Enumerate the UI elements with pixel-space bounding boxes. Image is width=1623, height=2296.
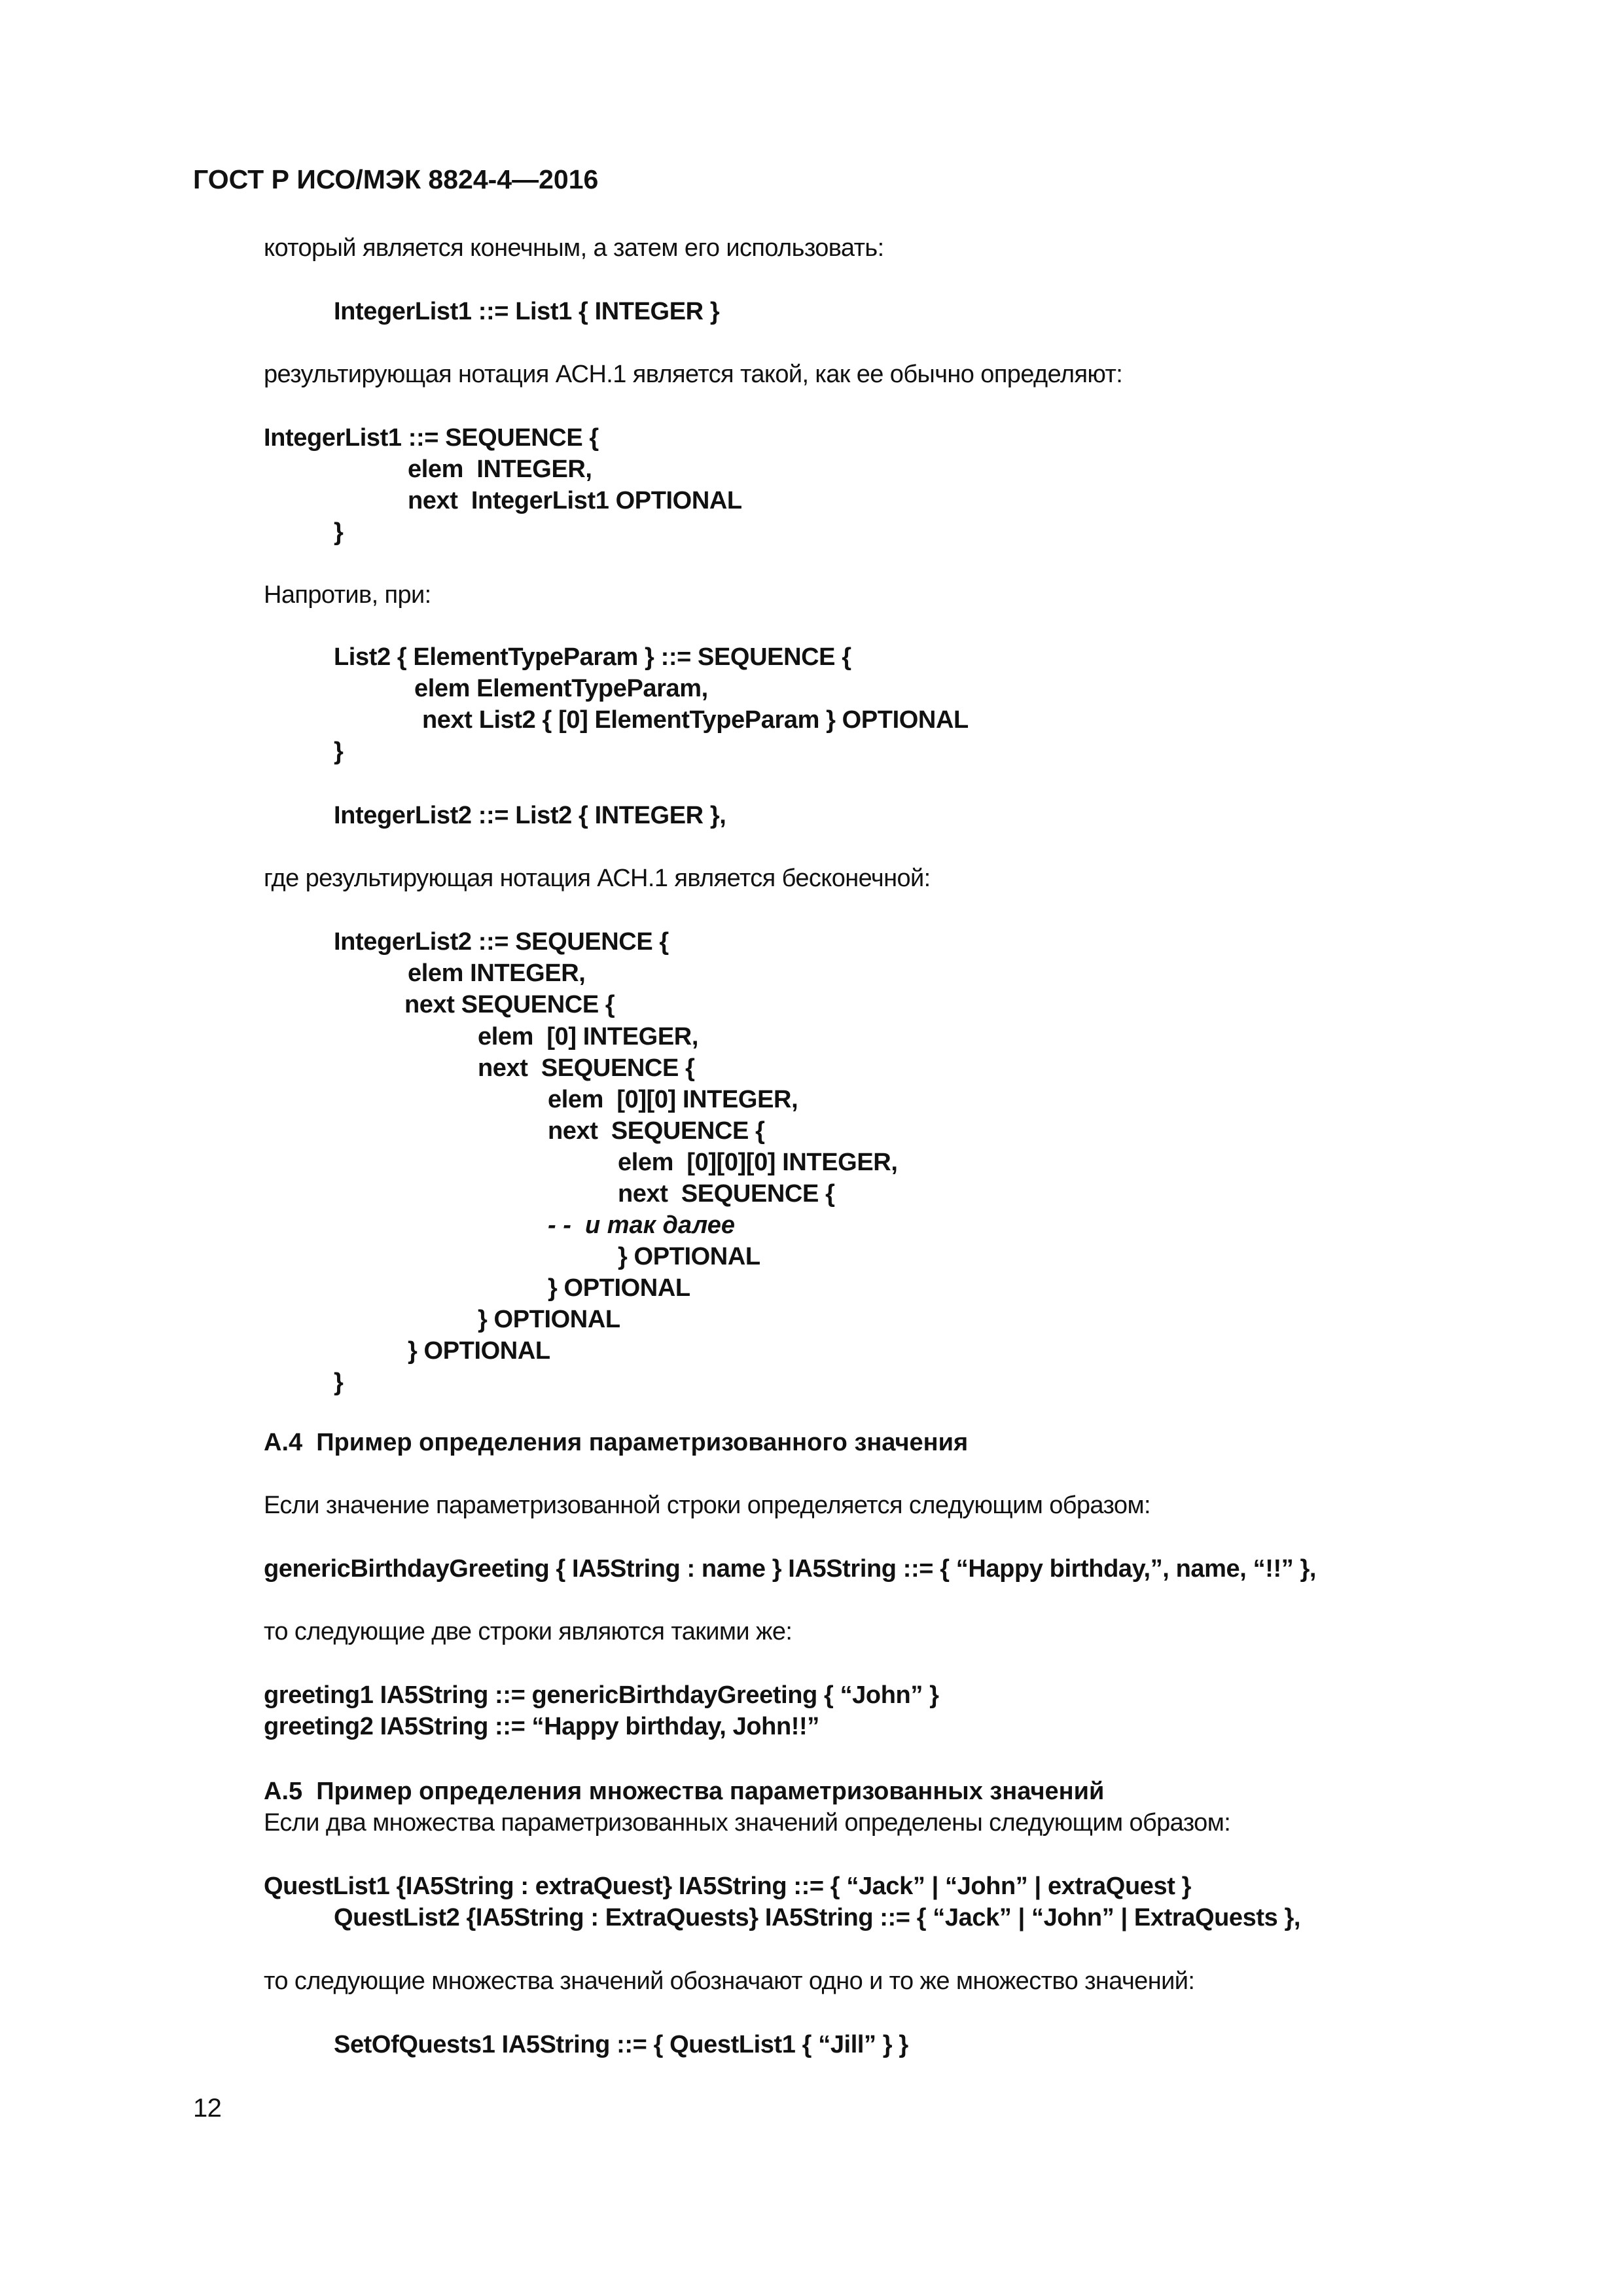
section-heading-a5: А.5 Пример определения множества параметризованных значений (264, 1778, 1105, 1805)
code-line: SetOfQuests1 IA5String ::= { QuestList1 { “Jill” } } (334, 2031, 908, 2058)
code-comment: - - и так далее (548, 1211, 735, 1239)
code-line: next SEQUENCE { (618, 1180, 835, 1208)
code-line: List2 { ElementTypeParam } ::= SEQUENCE { (334, 643, 851, 671)
paragraph-text: то следующие множества значений обозначают одно и то же множество значений: (264, 1967, 1195, 1995)
code-line: next SEQUENCE { (478, 1054, 695, 1082)
code-line: elem [0][0][0] INTEGER, (618, 1149, 898, 1176)
code-line: elem ElementTypeParam, (414, 675, 708, 702)
code-line: next IntegerList1 OPTIONAL (408, 487, 742, 514)
paragraph-text: результирующая нотация АСН.1 является такой, как ее обычно определяют: (264, 361, 1123, 388)
code-line: IntegerList2 ::= SEQUENCE { (334, 928, 669, 956)
code-line: elem [0][0] INTEGER, (548, 1086, 798, 1113)
section-heading-a4: А.4 Пример определения параметризованного значения (264, 1429, 969, 1456)
code-line: greeting1 IA5String ::= genericBirthdayGreeting { “John” } (264, 1681, 939, 1709)
code-line: genericBirthdayGreeting { IA5String : name } IA5String ::= { “Happy birthday,”, name, “!!” }, (264, 1555, 1317, 1583)
code-line: IntegerList2 ::= List2 { INTEGER }, (334, 802, 726, 829)
paragraph-text: то следующие две строки являются такими же: (264, 1618, 793, 1645)
paragraph-text: Напротив, при: (264, 581, 431, 609)
code-line: next SEQUENCE { (404, 991, 615, 1018)
code-line: elem INTEGER, (408, 456, 592, 483)
code-line: } OPTIONAL (548, 1274, 690, 1302)
code-line: } OPTIONAL (618, 1243, 760, 1270)
code-line: } OPTIONAL (478, 1306, 620, 1333)
code-line: elem [0] INTEGER, (478, 1023, 698, 1050)
code-line: } (334, 738, 344, 765)
code-line: IntegerList1 ::= List1 { INTEGER } (334, 298, 720, 325)
code-line: QuestList1 {IA5String : extraQuest} IA5String ::= { “Jack” | “John” | extraQuest } (264, 1873, 1192, 1900)
code-line: next SEQUENCE { (548, 1117, 765, 1145)
page-number: 12 (193, 2094, 222, 2123)
paragraph-text: Если два множества параметризованных значений определены следующим образом: (264, 1809, 1231, 1837)
paragraph-text: который является конечным, а затем его использовать: (264, 234, 884, 262)
code-line: } OPTIONAL (408, 1337, 550, 1365)
code-line: QuestList2 {IA5String : ExtraQuests} IA5String ::= { “Jack” | “John” | ExtraQuests }, (334, 1904, 1301, 1931)
code-line: } (334, 1369, 344, 1396)
paragraph-text: где результирующая нотация АСН.1 является бесконечной: (264, 865, 931, 892)
code-line: next List2 { [0] ElementTypeParam } OPTIONAL (422, 706, 969, 734)
paragraph-text: Если значение параметризованной строки определяется следующим образом: (264, 1492, 1150, 1519)
code-line: elem INTEGER, (408, 960, 586, 987)
code-line: IntegerList1 ::= SEQUENCE { (264, 424, 599, 452)
code-line: greeting2 IA5String ::= “Happy birthday, John!!” (264, 1713, 819, 1740)
document-header: ГОСТ Р ИСО/МЭК 8824-4—2016 (193, 164, 599, 194)
code-line: } (334, 518, 344, 546)
